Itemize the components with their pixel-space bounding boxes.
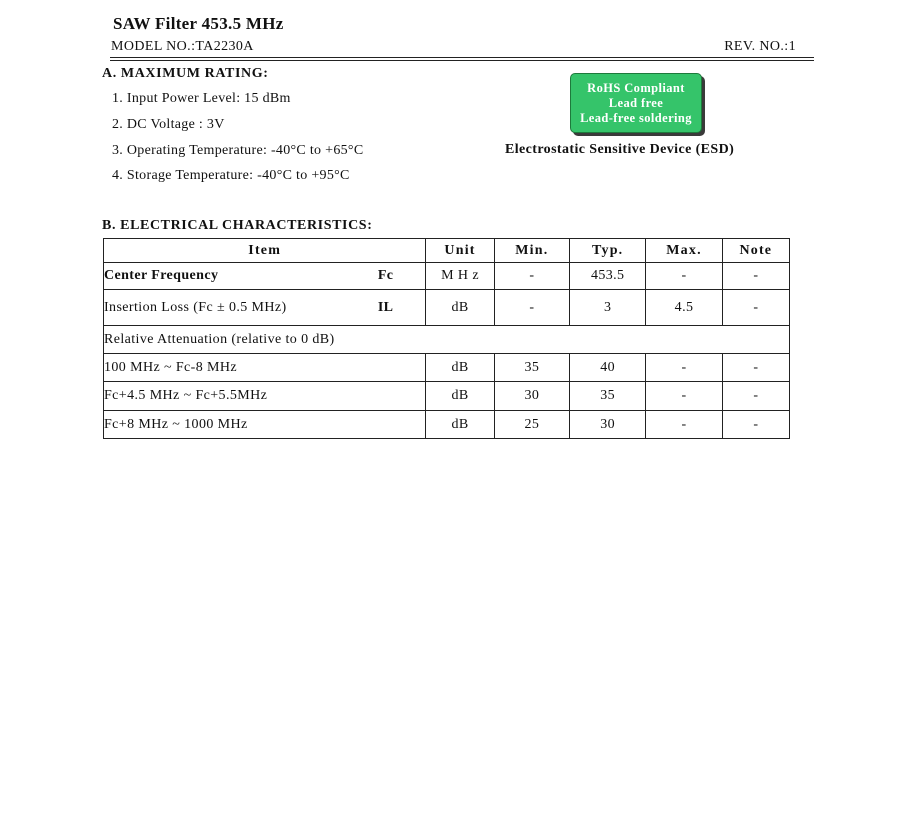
table-row [104,290,790,326]
note-cell: - [722,263,789,290]
table-row [104,411,790,439]
table-row [104,326,790,354]
table-row [104,263,790,290]
rohs-line: Lead free [608,95,664,110]
rohs-line: RoHS Compliant [587,80,685,95]
note-cell: - [722,382,789,411]
column-header: Item [104,239,426,263]
unit-cell: dB [426,290,494,326]
item-cell: Fc+8 MHz ~ 1000 MHz [104,411,426,439]
model-number: MODEL NO.:TA2230A [111,39,254,54]
unit-cell: dB [426,411,494,439]
min-cell: 25 [494,411,569,439]
item-cell [104,263,426,290]
column-header: Unit [426,239,494,263]
rating-item: 4. Storage Temperature: -40°C to +95°C [112,168,350,183]
max-cell: - [646,382,722,411]
section-subheading-cell: Relative Attenuation (relative to 0 dB) [104,326,790,354]
column-header: Min. [494,239,569,263]
rating-item: 1. Input Power Level: 15 dBm [112,91,291,106]
esd-notice: Electrostatic Sensitive Device (ESD) [505,142,735,157]
rohs-badge [570,73,702,133]
typ-cell: 3 [570,290,646,326]
item-cell: 100 MHz ~ Fc-8 MHz [104,354,426,382]
revision-number: REV. NO.:1 [724,39,796,54]
section-b-heading: B. ELECTRICAL CHARACTERISTICS: [102,218,373,233]
item-label: Center Frequency [104,268,219,283]
note-cell: - [722,354,789,382]
page-title: SAW Filter 453.5 MHz [113,14,284,33]
typ-cell: 30 [570,411,646,439]
note-cell: - [722,411,789,439]
min-cell: 30 [494,382,569,411]
item-cell [104,290,426,326]
rating-item: 2. DC Voltage : 3V [112,117,225,132]
table-row [104,382,790,411]
rohs-line: Lead-free soldering [580,110,692,125]
table-header-row [104,239,790,263]
max-cell: 4.5 [646,290,722,326]
unit-cell: M H z [426,263,494,290]
typ-cell: 40 [570,354,646,382]
item-symbol: IL [377,299,394,315]
rating-item: 3. Operating Temperature: -40°C to +65°C [112,143,364,158]
note-cell: - [722,290,789,326]
max-cell: - [646,411,722,439]
electrical-characteristics-table [103,238,790,439]
min-cell: 35 [494,354,569,382]
typ-cell: 453.5 [570,263,646,290]
item-label: Insertion Loss (Fc ± 0.5 MHz) [104,299,287,315]
section-a-heading: A. MAXIMUM RATING: [102,66,269,81]
column-header: Note [722,239,789,263]
unit-cell: dB [426,354,494,382]
min-cell: - [494,263,569,290]
header-rule-bottom [110,60,814,61]
max-cell: - [646,263,722,290]
item-symbol: Fc [377,268,394,283]
header-rule-top [110,57,814,58]
item-cell: Fc+4.5 MHz ~ Fc+5.5MHz [104,382,426,411]
column-header: Typ. [570,239,646,263]
column-header: Max. [646,239,722,263]
min-cell: - [494,290,569,326]
table-row [104,354,790,382]
max-cell: - [646,354,722,382]
unit-cell: dB [426,382,494,411]
typ-cell: 35 [570,382,646,411]
